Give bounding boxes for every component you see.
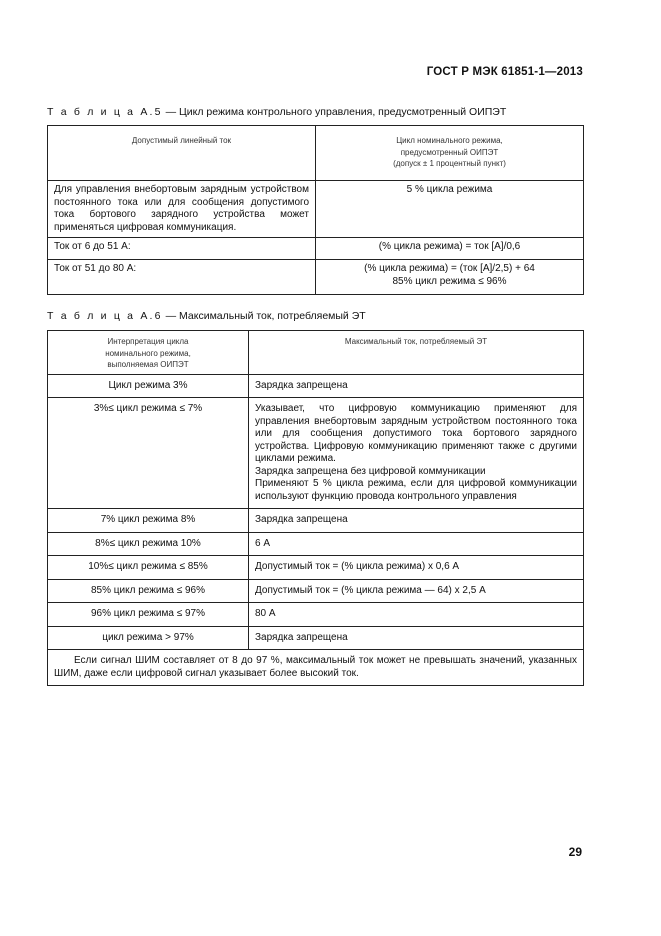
document-header: ГОСТ Р МЭК 61851-1—2013	[426, 66, 583, 78]
table-row	[48, 398, 584, 509]
table-row	[48, 579, 584, 603]
cell-line: 85% цикл режима ≤ 96%	[392, 275, 507, 287]
table-a5-caption-label: Т а б л и ц а А.5	[47, 106, 163, 118]
table-row	[48, 260, 584, 295]
table-a6-col1-header	[48, 331, 249, 375]
cell-line: 6 А	[255, 537, 271, 549]
table-cell	[316, 181, 584, 238]
table-cell: цикл режима > 97%	[48, 626, 249, 650]
table-cell	[249, 556, 584, 580]
table-row	[48, 181, 584, 238]
header-line: предусмотренный ОИПЭТ	[400, 147, 499, 157]
table-cell: 8%≤ цикл режима 10%	[48, 532, 249, 556]
header-line: номинального режима,	[105, 348, 191, 358]
table-cell	[249, 626, 584, 650]
table-cell	[249, 603, 584, 627]
header-line: (допуск ± 1 процентный пункт)	[393, 159, 506, 168]
table-a6-caption	[47, 310, 366, 322]
cell-line: Зарядка запрещена	[255, 379, 348, 391]
table-cell: Ток от 6 до 51 А:	[48, 238, 316, 260]
table-a6	[47, 330, 584, 686]
table-row	[48, 374, 584, 398]
cell-line: 80 А	[255, 608, 276, 619]
table-cell: Ток от 51 до 80 А:	[48, 260, 316, 295]
table-a5	[47, 125, 584, 295]
table-cell	[249, 579, 584, 603]
table-cell	[316, 238, 584, 260]
table-row	[48, 556, 584, 580]
cell-line: Зарядка запрещена	[255, 631, 348, 643]
cell-line: Зарядка запрещена	[255, 514, 348, 525]
table-a5-col1-header: Допустимый линейный ток	[48, 126, 316, 181]
cell-line: (% цикла режима) = ток [А]/0,6	[378, 241, 521, 252]
table-note-row	[48, 650, 584, 686]
header-line: Интерпретация цикла	[107, 337, 189, 346]
table-a6-note: Если сигнал ШИМ составляет от 8 до 97 %, максимальный ток может не превышать значений, указанных ШИМ, даже если цифровой сигнал указывает более высокий ток.	[48, 650, 584, 686]
cell-line: 5 % цикла режима	[406, 184, 493, 195]
table-row	[48, 626, 584, 650]
header-line: Цикл номинального режима,	[396, 136, 503, 145]
table-cell: 7% цикл режима 8%	[48, 509, 249, 533]
header-line: выполняемая ОИПЭТ	[107, 360, 189, 369]
table-row	[48, 509, 584, 533]
table-cell: 85% цикл режима ≤ 96%	[48, 579, 249, 603]
table-cell: Для управления внебортовым зарядным устройством постоянного тока или для сообщения допустимого тока бортового зарядного устройства может применяться цифровая коммуникация.	[48, 181, 316, 238]
table-row	[48, 532, 584, 556]
table-cell: Цикл режима 3%	[48, 374, 249, 398]
table-a6-caption-text: — Максимальный ток, потребляемый ЭТ	[162, 310, 366, 322]
table-a6-header-row	[48, 331, 584, 375]
table-cell: 96% цикл режима ≤ 97%	[48, 603, 249, 627]
table-a5-caption	[47, 106, 506, 118]
table-a6-col2-header: Максимальный ток, потребляемый ЭТ	[249, 331, 584, 375]
table-row	[48, 603, 584, 627]
table-a5-caption-text: — Цикл режима контрольного управления, предусмотренный ОИПЭТ	[162, 106, 507, 118]
cell-line: Допустимый ток = (% цикла режима — 64) х 2,5 А	[255, 584, 486, 596]
table-cell: 10%≤ цикл режима ≤ 85%	[48, 556, 249, 580]
page-number: 29	[568, 845, 582, 859]
table-cell	[249, 509, 584, 533]
cell-line: Указывает, что цифровую коммуникацию применяют для управления внебортовым зарядным устройством постоянного тока или для сообщения допустимого тока бортового зарядного устройства. Цифровую коммуникацию применяют также с другими циклами режима.	[255, 403, 577, 464]
table-cell	[249, 532, 584, 556]
table-row	[48, 238, 584, 260]
table-cell: 3%≤ цикл режима ≤ 7%	[48, 398, 249, 509]
cell-line: (% цикла режима) = (ток [А]/2,5) + 64	[364, 263, 535, 274]
cell-line: Допустимый ток = (% цикла режима) х 0,6 А	[255, 561, 460, 572]
table-cell	[249, 374, 584, 398]
table-a5-col2-header	[316, 126, 584, 181]
table-a6-caption-label: Т а б л и ц а А.6	[47, 310, 163, 322]
table-cell	[316, 260, 584, 295]
cell-line: Применяют 5 % цикла режима, если для цифровой коммуникации используют функцию провода контрольного управления	[255, 478, 577, 502]
cell-line: Зарядка запрещена без цифровой коммуникации	[255, 465, 486, 477]
table-a5-header-row	[48, 126, 584, 181]
table-cell	[249, 398, 584, 509]
